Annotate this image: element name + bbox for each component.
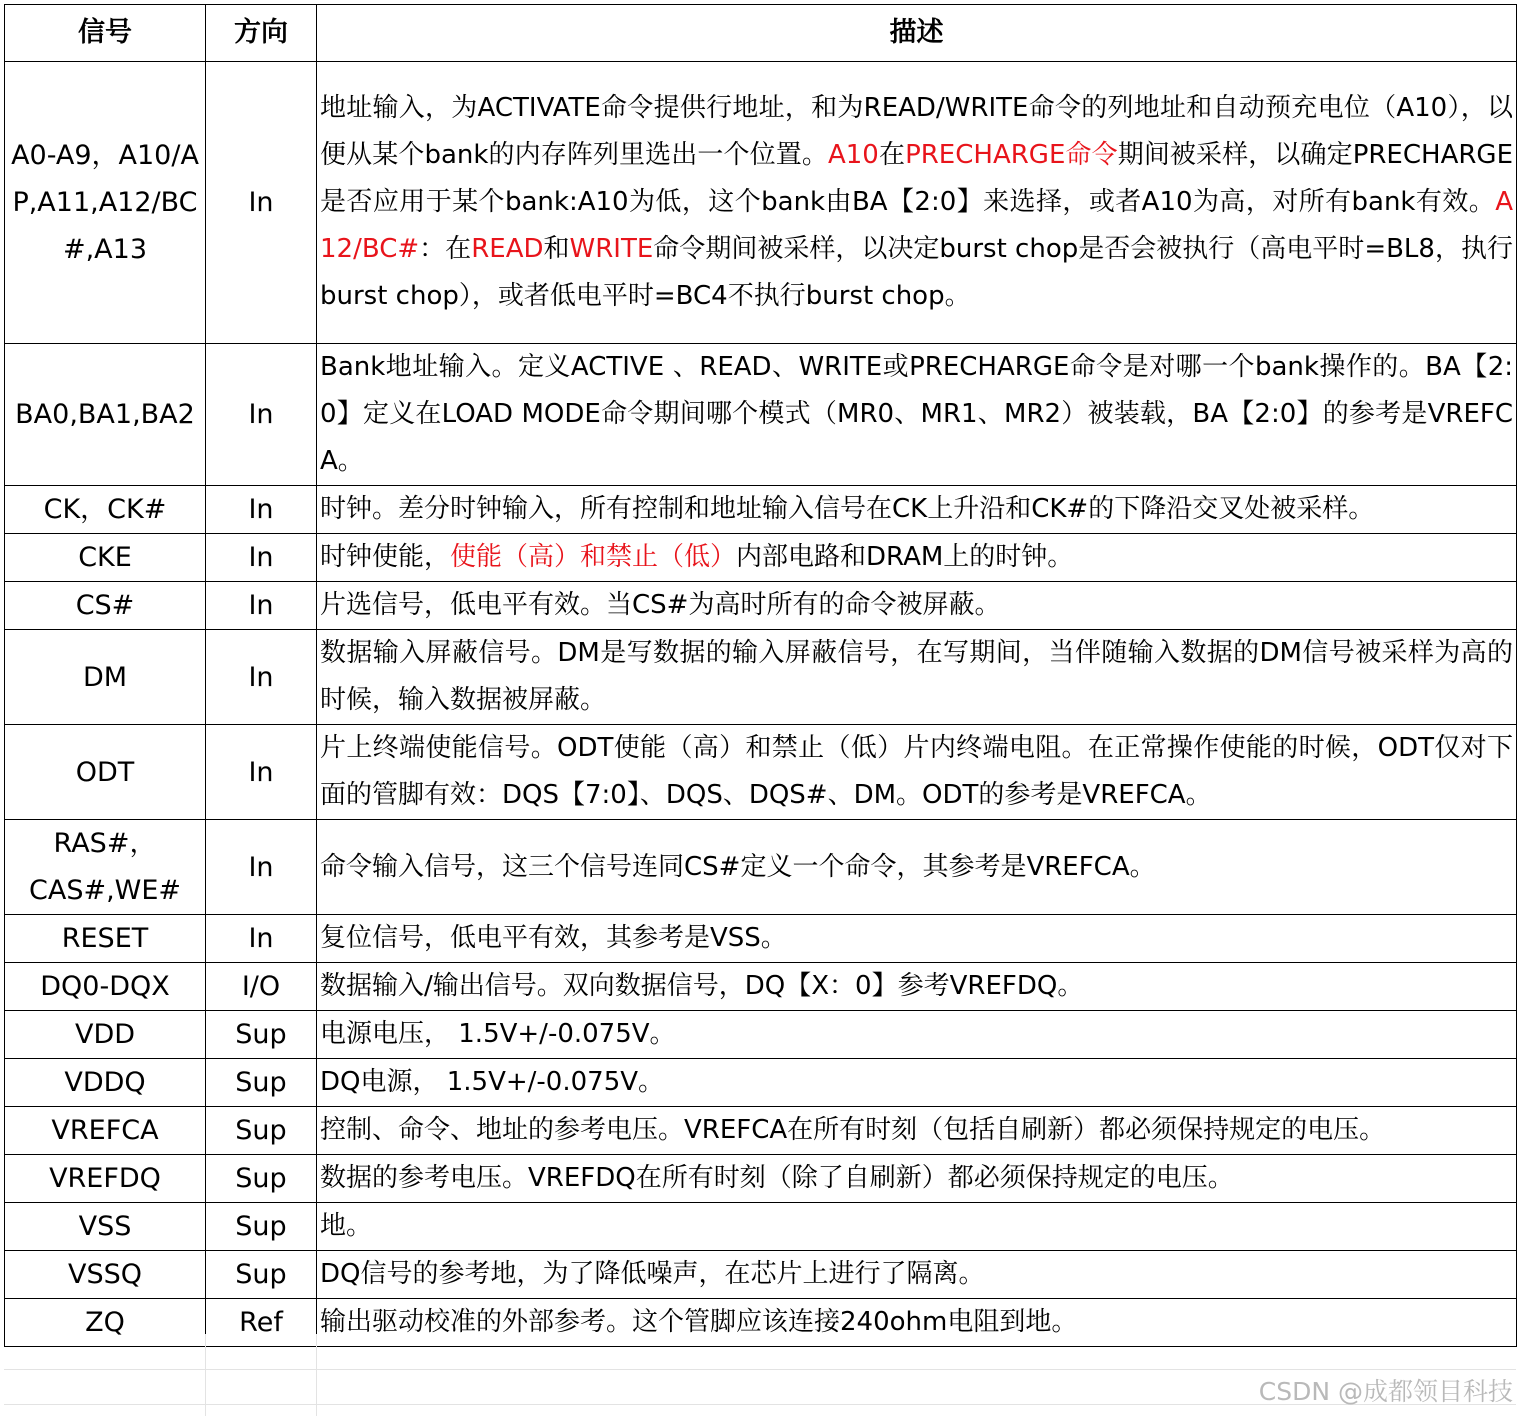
signal-cell: BA0,BA1,BA2 <box>5 344 206 486</box>
signal-cell: VREFDQ <box>5 1155 206 1203</box>
table-row <box>5 344 1517 486</box>
description-text: 期间被采样，以确定PRECHARGE是否应用于某个bank:A10为低，这个bank由BA【2:0】来选择，或者A10为高，对所有bank有效。 <box>320 140 1513 217</box>
direction-cell: In <box>206 725 317 820</box>
description-text: 数据的参考电压。VREFDQ在所有时刻（除了自刷新）都必须保持规定的电压。 <box>320 1163 1234 1193</box>
direction-cell: I/O <box>206 963 317 1011</box>
empty-grid-line <box>4 1369 1516 1370</box>
signal-cell: CK，CK# <box>5 486 206 534</box>
header-signal: 信号 <box>5 5 206 62</box>
direction-cell: In <box>206 630 317 725</box>
direction-cell: Sup <box>206 1107 317 1155</box>
empty-grid-line <box>316 1334 317 1416</box>
description-cell <box>317 820 1517 915</box>
direction-cell: Sup <box>206 1203 317 1251</box>
description-cell <box>317 725 1517 820</box>
direction-cell: Sup <box>206 1155 317 1203</box>
table-row <box>5 963 1517 1011</box>
description-cell <box>317 534 1517 582</box>
direction-cell: Sup <box>206 1059 317 1107</box>
table-row <box>5 1203 1517 1251</box>
highlighted-text: WRITE <box>569 234 654 264</box>
highlighted-text: 使能（高）和禁止（低） <box>450 542 737 572</box>
signal-cell: DM <box>5 630 206 725</box>
table-row <box>5 725 1517 820</box>
description-cell <box>317 1107 1517 1155</box>
description-text: 命令输入信号，这三个信号连同CS#定义一个命令，其参考是VREFCA。 <box>320 851 1156 882</box>
signal-cell: A0-A9，A10/AP,A11,A12/BC#,A13 <box>5 62 206 344</box>
table-row <box>5 1011 1517 1059</box>
description-cell <box>317 344 1517 486</box>
direction-cell: Sup <box>206 1251 317 1299</box>
description-text: 和 <box>543 234 570 264</box>
description-text: 控制、命令、地址的参考电压。VREFCA在所有时刻（包括自刷新）都必须保持规定的电压。 <box>320 1115 1386 1145</box>
table-row <box>5 534 1517 582</box>
empty-grid-line <box>205 1334 206 1416</box>
signal-cell: ZQ <box>5 1299 206 1347</box>
direction-cell: In <box>206 582 317 630</box>
signal-cell: ODT <box>5 725 206 820</box>
signal-cell: VDD <box>5 1011 206 1059</box>
description-cell <box>317 1011 1517 1059</box>
description-cell <box>317 1203 1517 1251</box>
signal-cell: CS# <box>5 582 206 630</box>
description-text: DQ电源， 1.5V+/-0.075V。 <box>320 1067 665 1097</box>
header-description: 描述 <box>317 5 1517 62</box>
signal-cell: CKE <box>5 534 206 582</box>
direction-cell: In <box>206 915 317 963</box>
highlighted-text: PRECHARGE命令 <box>905 140 1118 170</box>
description-cell <box>317 582 1517 630</box>
header-row <box>5 5 1517 62</box>
watermark: CSDN @成都领目科技 <box>1258 1377 1513 1406</box>
description-cell <box>317 963 1517 1011</box>
description-cell <box>317 630 1517 725</box>
direction-cell: In <box>206 534 317 582</box>
direction-cell: In <box>206 820 317 915</box>
description-text: 输出驱动校准的外部参考。这个管脚应该连接240ohm电阻到地。 <box>320 1307 1078 1337</box>
signal-cell: VSS <box>5 1203 206 1251</box>
signal-cell: RAS#，CAS#,WE# <box>5 820 206 915</box>
table-row <box>5 630 1517 725</box>
highlighted-text: READ <box>471 234 544 264</box>
signal-cell: DQ0-DQX <box>5 963 206 1011</box>
signal-cell: VREFCA <box>5 1107 206 1155</box>
description-text: 数据输入屏蔽信号。DM是写数据的输入屏蔽信号，在写期间，当伴随输入数据的DM信号被采样为高的时候，输入数据被屏蔽。 <box>320 638 1513 715</box>
table-row <box>5 1299 1517 1347</box>
direction-cell: In <box>206 486 317 534</box>
description-text: 在 <box>878 140 906 170</box>
table-row <box>5 820 1517 915</box>
description-text: 数据输入/输出信号。双向数据信号，DQ【X：0】参考VREFDQ。 <box>320 971 1084 1001</box>
direction-cell: Ref <box>206 1299 317 1347</box>
table-row <box>5 1059 1517 1107</box>
table-row <box>5 62 1517 344</box>
description-text: ：在 <box>419 234 472 264</box>
direction-cell: In <box>206 344 317 486</box>
description-cell <box>317 62 1517 344</box>
table-row <box>5 486 1517 534</box>
description-text: 电源电压， 1.5V+/-0.075V。 <box>320 1019 676 1049</box>
description-text: 片上终端使能信号。ODT使能（高）和禁止（低）片内终端电阻。在正常操作使能的时候，ODT仅对下面的管脚有效：DQS【7:0】、DQS、DQS#、DM。ODT的参考是VREFCA。 <box>320 733 1513 810</box>
description-text: 地。 <box>320 1211 373 1241</box>
description-cell <box>317 1155 1517 1203</box>
description-cell <box>317 1299 1517 1347</box>
signal-cell: RESET <box>5 915 206 963</box>
header-direction: 方向 <box>206 5 317 62</box>
description-text: 命令期间被采样，以决定burst chop是否会被执行（高电平时=BL8，执行burst chop），或者低电平时=BC4不执行burst chop。 <box>320 234 1513 311</box>
table-row <box>5 1251 1517 1299</box>
signal-cell: VDDQ <box>5 1059 206 1107</box>
description-text: 时钟。差分时钟输入，所有控制和地址输入信号在CK上升沿和CK#的下降沿交叉处被采样。 <box>320 494 1375 524</box>
description-cell <box>317 1251 1517 1299</box>
description-cell <box>317 486 1517 534</box>
highlighted-text: A10 <box>827 140 879 170</box>
direction-cell: Sup <box>206 1011 317 1059</box>
table-row <box>5 915 1517 963</box>
description-text: Bank地址输入。定义ACTIVE 、READ、WRITE或PRECHARGE命令是对哪一个bank操作的。BA【2:0】定义在LOAD MODE命令期间哪个模式（MR0、MR1、MR2）被装载，BA【2:0】的参考是VREFCA。 <box>320 352 1513 476</box>
table-row <box>5 1155 1517 1203</box>
description-text: 时钟使能， <box>320 542 451 572</box>
signal-table <box>4 4 1517 1347</box>
description-text: 片选信号，低电平有效。当CS#为高时所有的命令被屏蔽。 <box>320 590 1001 620</box>
direction-cell: In <box>206 62 317 344</box>
description-text: 复位信号，低电平有效，其参考是VSS。 <box>320 923 787 953</box>
description-cell <box>317 915 1517 963</box>
description-cell <box>317 1059 1517 1107</box>
description-text: 内部电路和DRAM上的时钟。 <box>736 542 1074 572</box>
description-text: 地址输入，为ACTIVATE命令提供行地址，和为READ/WRITE命令的列地址和自动预充电位（A10），以便从某个bank的内存阵列里选出一个位置。 <box>320 93 1513 170</box>
table-row <box>5 1107 1517 1155</box>
highlighted-text: A12/BC# <box>320 187 1513 264</box>
signal-cell: VSSQ <box>5 1251 206 1299</box>
table-row <box>5 582 1517 630</box>
description-text: DQ信号的参考地，为了降低噪声，在芯片上进行了隔离。 <box>320 1259 985 1289</box>
